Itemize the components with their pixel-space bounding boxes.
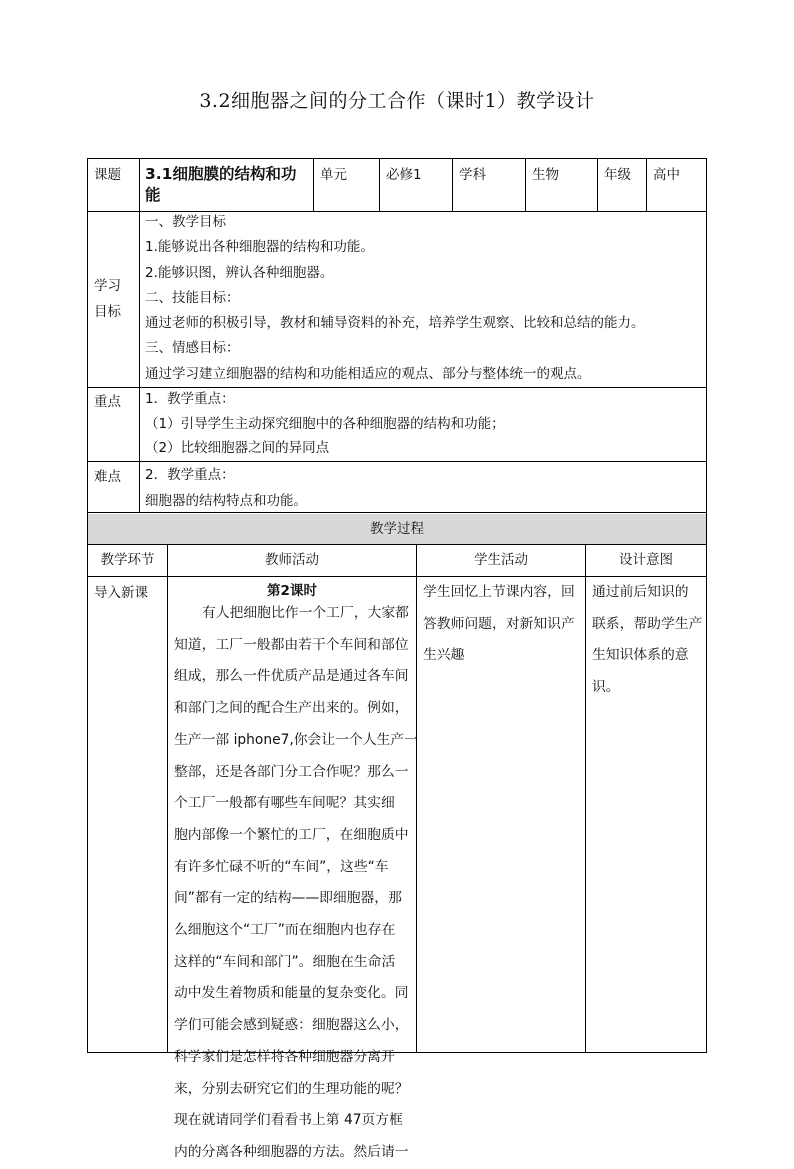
objective-line: 通过老师的积极引导，教材和辅导资料的补充，培养学生观察、比较和总结的能力。 [145,315,645,332]
col-header-design: 设计意图 [619,552,673,568]
teacher-line: 间”都有一定的结构——即细胞器，那 [174,890,402,907]
teacher-line: 整部，还是各部门分工合作呢？那么一 [174,763,409,780]
objective-line: 三、情感目标： [145,340,240,357]
teacher-line: 知道，工厂一般都由若干个车间和部位 [174,636,409,653]
subject-label: 学科 [459,167,486,183]
objectives-label-line1: 学习 [94,278,121,294]
objectives-text [145,210,705,387]
design-line: 联系，帮助学生产 [592,615,703,632]
objective-line: 1.能够说出各种细胞器的结构和功能。 [145,239,374,256]
subject-value: 生物 [532,167,559,183]
teacher-line: 个工厂一般都有哪些车间呢？其实细 [174,795,395,812]
col-header-teacher: 教师活动 [265,552,319,568]
col-header-student: 学生活动 [474,552,528,568]
difficulty-line: 细胞器的结构特点和功能。 [145,493,307,509]
key-point-line: （1）引导学生主动探究细胞中的各种细胞器的结构和功能； [145,415,505,432]
stage-cell: 导入新课 [94,585,148,601]
student-line: 答教师问题，对新知识产 [423,615,575,632]
design-line: 通过前后知识的 [592,584,689,600]
teacher-line: 组成，那么一件优质产品是通过各车间 [174,668,409,685]
difficulty-line: 2．教学重点： [145,467,235,483]
key-points-label: 重点 [94,394,121,410]
grade-value: 高中 [653,167,680,183]
teacher-heading: 第2课时 [267,583,317,599]
teacher-activity-text [174,598,418,1169]
key-point-line: 1．教学重点： [145,391,235,407]
teacher-line: 内的分离各种细胞器的方法。然后请一 [174,1143,409,1160]
student-activity-text [423,577,585,672]
teacher-line: 科学家们是怎样将各种细胞器分离开 [174,1048,395,1065]
process-title: 教学过程 [370,521,424,537]
difficulties-label: 难点 [94,469,121,485]
col-header-stage: 教学环节 [100,552,155,568]
unit-value: 必修1 [386,167,422,183]
design-intent-text [592,577,706,704]
teacher-line: 这样的“车间和部门”。细胞在生命活 [174,953,396,970]
student-line: 生兴趣 [423,647,465,664]
teacher-line: 现在就请同学们看看书上第 47页方框 [174,1112,403,1129]
difficulties-text [145,462,705,514]
teacher-line: 学们可能会感到疑惑：细胞器这么小， [174,1017,409,1034]
objective-line: 二、技能目标： [145,289,240,306]
objective-line: 通过学习建立细胞器的结构和功能相适应的观点、部分与整体统一的观点。 [145,365,591,382]
teacher-line: 生产一部 iphone7,你会让一个人生产一 [174,731,418,748]
design-line: 生知识体系的意 [592,647,689,664]
key-points-text [145,387,705,461]
design-line: 识。 [592,679,620,696]
grade-label: 年级 [604,167,631,183]
teacher-line: 来，分别去研究它们的生理功能的呢？ [174,1080,409,1097]
teacher-line: 动中发生着物质和能量的复杂变化。同 [174,985,409,1002]
teacher-line: 胞内部像一个繁忙的工厂，在细胞质中 [174,826,409,843]
objective-line: 一、教学目标 [145,214,226,230]
teacher-line: 有许多忙碌不听的“车间”，这些“车 [174,858,389,875]
page-title: 3.2细胞器之间的分工合作（课时1）教学设计 [199,90,595,112]
topic-value: 3.1细胞膜的结构和功能 [145,165,297,204]
objective-line: 2.能够识图，辨认各种细胞器。 [145,264,334,281]
teacher-line: 么细胞这个“工厂”而在细胞内也存在 [174,922,396,939]
teacher-line: 有人把细胞比作一个工厂，大家都 [202,605,409,621]
key-point-line: （2）比较细胞器之间的异同点 [145,440,330,457]
student-line: 学生回忆上节课内容，回 [423,584,575,600]
topic-label: 课题 [94,167,121,183]
unit-label: 单元 [320,167,347,183]
objectives-label-line2: 目标 [94,304,121,320]
teacher-line: 和部门之间的配合生产出来的。例如， [174,700,409,717]
